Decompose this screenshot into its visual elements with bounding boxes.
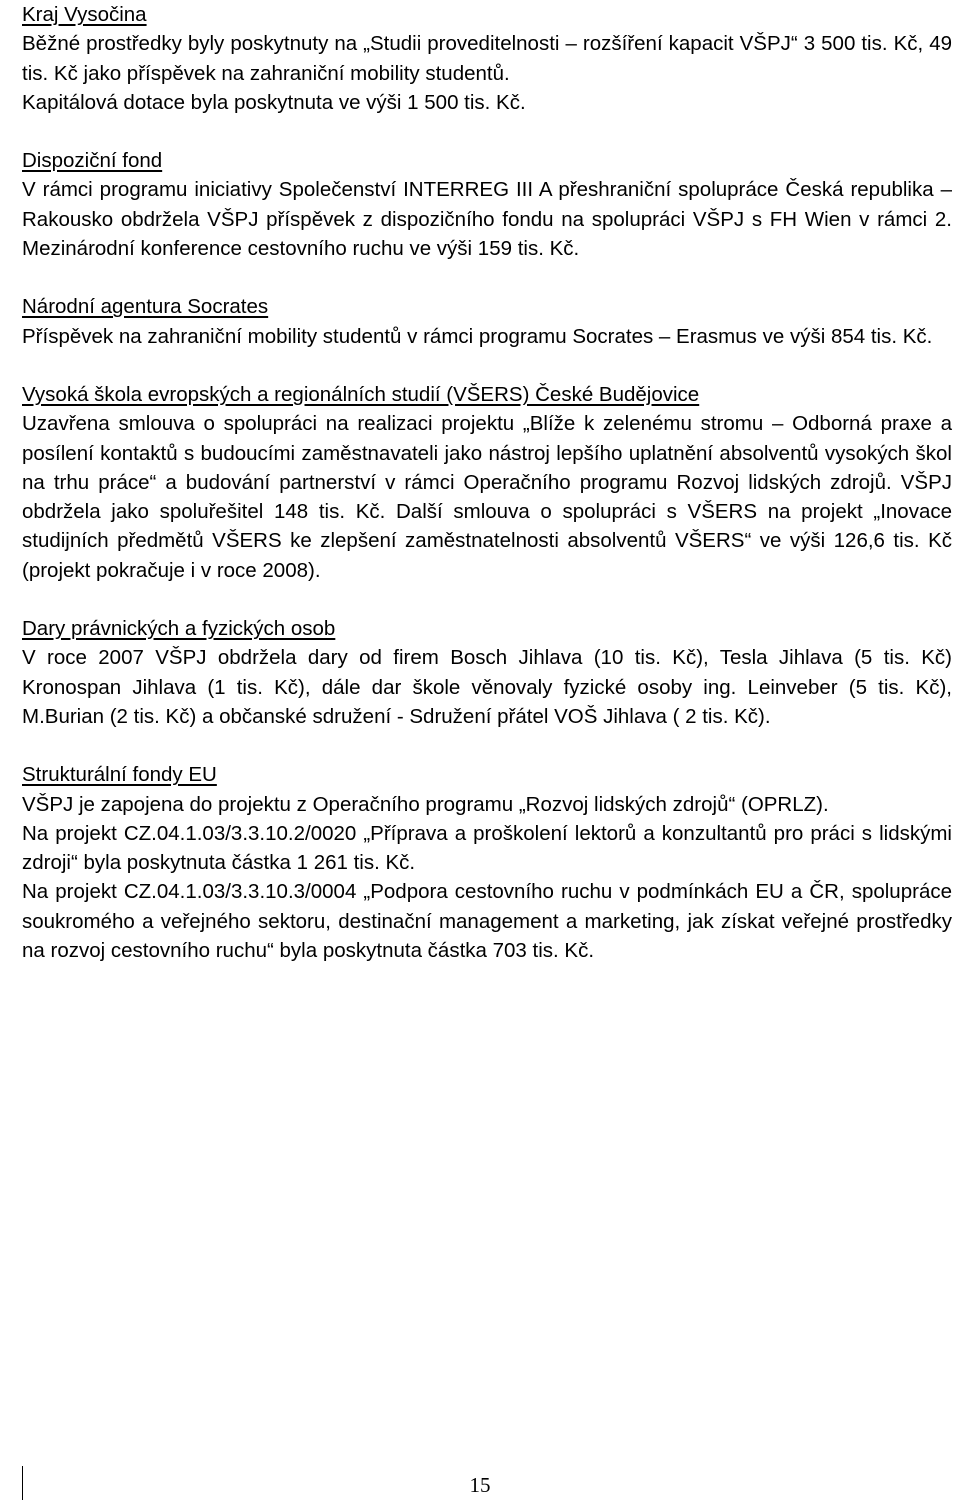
section-paragraph: Na projekt CZ.04.1.03/3.3.10.2/0020 „Příprava a proškolení lektorů a konzultantů pro práci s lidskými zdroji“ byla poskytnuta částka 1 261 tis. Kč. (22, 821, 952, 875)
section-paragraph: Uzavřena smlouva o spolupráci na realizaci projektu „Blíže k zelenému stromu – Odborná praxe a posílení kontaktů s budoucími zaměstnavateli jako nástroj lepšího uplatnění absolventů vysokých škol na trhu práce“ a budování partnerství v rámci Operačního programu Rozvoj lidských zdrojů. VŠPJ obdržela jako spoluřešitel 148 tis. Kč. Další smlouva o spolupráci s VŠERS na projekt „Inovace studijních předmětů VŠERS ke zlepšení zaměstnatelnosti absolventů VŠERS“ ve výši 126,6 tis. Kč (projekt pokračuje i v roce 2008). (22, 412, 952, 582)
section-kraj-vysocina (22, 0, 952, 117)
section-heading: Strukturální fondy EU (22, 763, 217, 787)
section-narodni-agentura (22, 292, 952, 351)
section-dispozicni-fond (22, 146, 952, 263)
section-heading: Národní agentura Socrates (22, 295, 269, 319)
section-strukturalni-fondy (22, 760, 952, 965)
section-dary (22, 614, 952, 731)
section-heading: Dispoziční fond (22, 149, 163, 173)
section-paragraph: Kapitálová dotace byla poskytnuta ve výši 1 500 tis. Kč. (22, 90, 526, 114)
section-heading: Kraj Vysočina (22, 3, 147, 26)
section-heading: Dary právnických a fyzických osob (22, 617, 336, 641)
section-heading: Vysoká škola evropských a regionálních studií (VŠERS) České Budějovice (22, 382, 700, 406)
section-paragraph: Běžné prostředky byly poskytnuty na „Studii proveditelnosti – rozšíření kapacit VŠPJ“ 3 500 tis. Kč, 49 tis. Kč jako příspěvek na zahraniční mobility studentů. (22, 32, 952, 85)
section-paragraph: V roce 2007 VŠPJ obdržela dary od firem Bosch Jihlava (10 tis. Kč), Tesla Jihlava (5 tis. Kč) Kronospan Jihlava (1 tis. Kč), dále dar škole věnovaly fyzické osoby ing. Leinveber (5 tis. Kč), M.Burian (2 tis. Kč) a občanské sdružení - Sdružení přátel VOŠ Jihlava ( 2 tis. Kč). (22, 646, 952, 728)
section-paragraph: V rámci programu iniciativy Společenství INTERREG III A přeshraniční spolupráce Česká republika – Rakousko obdržela VŠPJ příspěvek z dispozičního fondu na spolupráci VŠPJ s FH Wien v rámci 2. Mezinárodní konference cestovního ruchu ve výši 159 tis. Kč. (22, 178, 952, 261)
section-paragraph: Na projekt CZ.04.1.03/3.3.10.3/0004 „Podpora cestovního ruchu v podmínkách EU a ČR, spolupráce soukromého a veřejného sektoru, destinační management a marketing, jak získat veřejné prostředky na rozvoj cestovního ruchu“ byla poskytnuta částka 703 tis. Kč. (22, 880, 952, 963)
section-paragraph: VŠPJ je zapojena do projektu z Operačního programu „Rozvoj lidských zdrojů“ (OPRLZ). (22, 792, 829, 816)
section-vsers (22, 380, 952, 585)
page-number: 15 (469, 1473, 491, 1497)
document-page (22, 0, 952, 965)
section-paragraph: Příspěvek na zahraniční mobility studentů v rámci programu Socrates – Erasmus ve výši 854 tis. Kč. (22, 324, 933, 348)
